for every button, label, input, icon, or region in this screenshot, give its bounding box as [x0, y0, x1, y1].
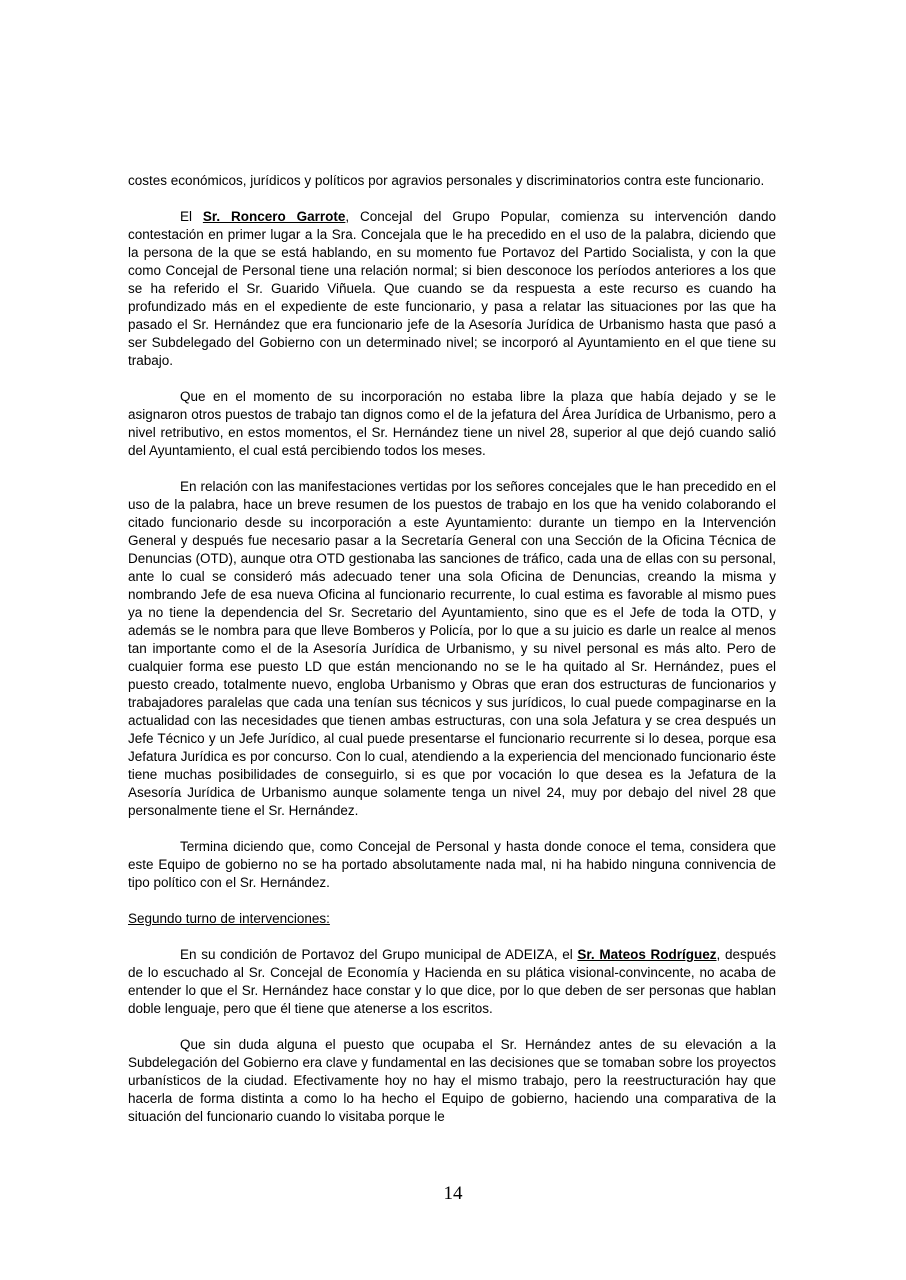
paragraph — [128, 946, 776, 1018]
text-segment: costes económicos, jurídicos y políticos por agravios personales y discriminatorios contra este funcionario. — [128, 173, 765, 188]
page-number: 14 — [443, 1183, 463, 1204]
text-segment: Sr. Roncero Garrote — [202, 209, 346, 224]
text-segment: Sr. Mateos Rodríguez — [577, 947, 717, 962]
paragraph — [128, 388, 776, 460]
paragraph — [128, 172, 776, 190]
paragraph — [128, 1036, 776, 1126]
text-segment: Termina diciendo que, como Concejal de Personal y hasta donde conoce el tema, considera que este Equipo de gobierno no se ha portado absolutamente nada mal, ni ha habido ninguna connivencia de tipo político con el Sr. Hernández. — [128, 839, 776, 890]
text-segment: En relación con las manifestaciones vertidas por los señores concejales que le han precedido en el uso de la palabra, hace un breve resumen de los puestos de trabajo en los que ha venido colaborando el citado funcionario desde su incorporación a este Ayuntamiento: durante un tiempo en la Intervención General y después fue necesario pasar a la Secretaría General con una Sección de la Oficina Técnica de Denuncias (OTD), aunque otra OTD gestionaba las sanciones de tráfico, cada una de ellas con su personal, ante lo cual se consideró más adecuado tener una sola Oficina de Denuncias, creando la misma y nombrando Jefe de esa nueva Oficina al funcionario recurrente, lo cual estima es favorable al mismo pues ya no tiene la dependencia del Sr. Secretario del Ayuntamiento, sino que es el Jefe de toda la OTD, y además se le nombra para que lleve Bomberos y Policía, por lo que a su juicio es darle un realce al menos tan importante como el de la Asesoría Jurídica de Urbanismo, y su nivel personal es más alto. Pero de cualquier forma ese puesto LD que están mencionando no se le ha quitado al Sr. Hernández, pues el puesto creado, totalmente nuevo, engloba Urbanismo y Obras que eran dos estructuras de funcionarios y trabajadores paralelas que cada una tenían sus técnicos y sus jurídicos, lo cual puede compaginarse en la actualidad con las necesidades que tienen ambas estructuras, con una sola Jefatura y se crea después un Jefe Técnico y un Jefe Jurídico, al cual puede presentarse el funcionario recurrente si lo desea, porque esa Jefatura Jurídica es por concurso. Con lo cual, atendiendo a la experiencia del mencionado funcionario éste tiene muchas posibilidades de conseguirlo, si es que por vocación lo que desea es la Jefatura de la Asesoría Jurídica de Urbanismo aunque solamente tenga un nivel 24, muy por debajo del nivel 28 que personalmente tiene el Sr. Hernández. — [128, 479, 776, 818]
text-segment: En su condición de Portavoz del Grupo municipal de ADEIZA, el — [180, 947, 578, 962]
text-segment: Que en el momento de su incorporación no estaba libre la plaza que había dejado y se le asignaron otros puestos de trabajo tan dignos como el de la jefatura del Área Jurídica de Urbanismo, pero a nivel retributivo, en estos momentos, el Sr. Hernández tiene un nivel 28, superior al que dejó cuando salió del Ayuntamiento, el cual está percibiendo todos los meses. — [128, 389, 776, 458]
text-segment: Segundo turno de intervenciones: — [128, 911, 330, 926]
text-segment: , Concejal del Grupo Popular, comienza su intervención dando contestación en primer lugar a la Sra. Concejala que le ha precedido en el uso de la palabra, diciendo que la persona de la que se está hablando, en su momento fue Portavoz del Partido Socialista, y con la que como Concejal de Personal tiene una relación normal; si bien desconoce los períodos anteriores a los que se ha referido el Sr. Guarido Viñuela. Que cuando se da respuesta a este recurso es cuando ha profundizado más en el expediente de este funcionario, y pasa a relatar las situaciones por las que ha pasado el Sr. Hernández que era funcionario jefe de la Asesoría Jurídica de Urbanismo hasta que pasó a ser Subdelegado del Gobierno con un determinado nivel; se incorporó al Ayuntamiento en el que tiene su trabajo. — [128, 209, 776, 368]
paragraph — [128, 838, 776, 892]
text-segment: El — [180, 209, 203, 224]
paragraph — [128, 478, 776, 820]
section-heading — [128, 910, 776, 928]
document-body — [128, 172, 776, 1144]
text-segment: , después de lo escuchado al Sr. Concejal de Economía y Hacienda en su plática visional-convincente, no acaba de entender lo que el Sr. Hernández hace constar y lo que dice, por lo que deben de ser personas que hablan doble lenguaje, pero que él tiene que atenerse a los escritos. — [128, 947, 776, 1016]
paragraph — [128, 208, 776, 370]
text-segment: Que sin duda alguna el puesto que ocupaba el Sr. Hernández antes de su elevación a la Subdelegación del Gobierno era clave y fundamental en las decisiones que se tomaban sobre los proyectos urbanísticos de la ciudad. Efectivamente hoy no hay el mismo trabajo, pero la reestructuración hay que hacerla de forma distinta a como lo ha hecho el Equipo de gobierno, haciendo una comparativa de la situación del funcionario cuando lo visitaba porque le — [128, 1037, 776, 1124]
